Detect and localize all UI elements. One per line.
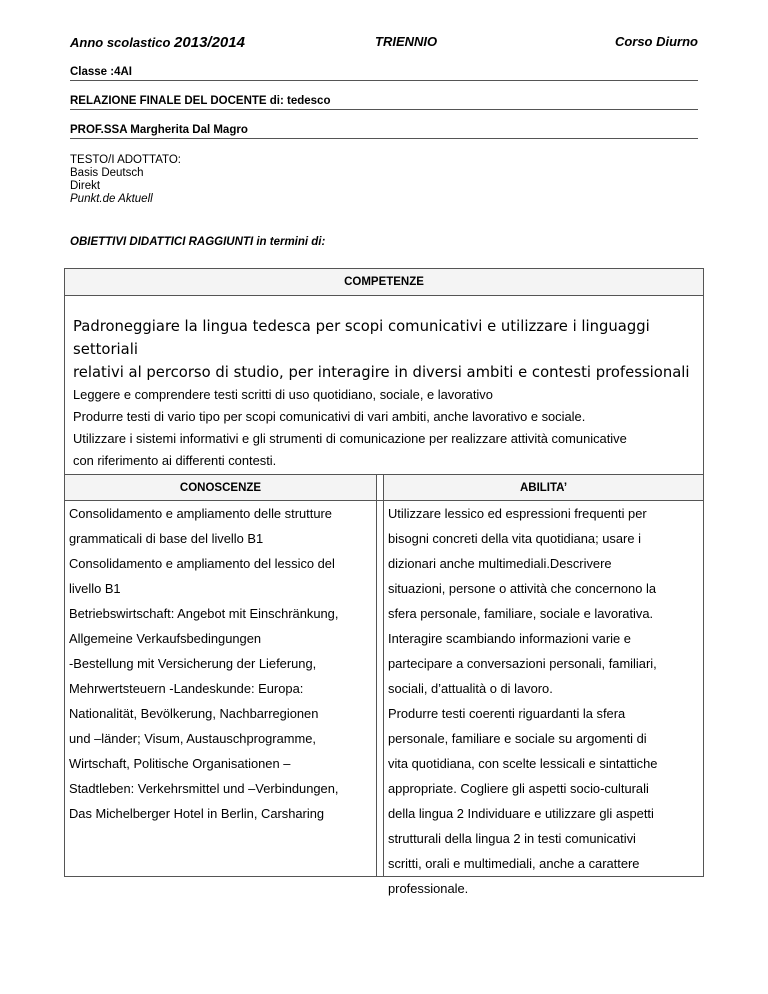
abilita-line: della lingua 2 Individuare e utilizzare gli aspetti xyxy=(388,806,654,821)
page-header xyxy=(70,34,698,54)
abilita-line: strutturali della lingua 2 in testi comunicativi xyxy=(388,831,636,846)
conoscenze-header: CONOSCENZE xyxy=(65,475,377,501)
conoscenze-line: Nationalität, Bevölkerung, Nachbarregionen xyxy=(69,706,319,721)
textbooks-section xyxy=(70,154,181,206)
abilita-header: ABILITA’ xyxy=(383,475,703,501)
conoscenze-line: Mehrwertsteuern -Landeskunde: Europa: xyxy=(69,681,304,696)
objectives-table xyxy=(64,268,704,896)
objectives-heading: OBIETTIVI DIDATTICI RAGGIUNTI in termini di: xyxy=(70,236,326,248)
teacher-name: PROF.SSA Margherita Dal Magro xyxy=(70,124,698,139)
abilita-column xyxy=(383,501,703,896)
conoscenze-line: Stadtleben: Verkehrsmittel und –Verbindungen, xyxy=(69,781,339,796)
abilita-line: vita quotidiana, con scelte lessicali e sintattiche xyxy=(388,756,658,771)
textbook-item: Punkt.de Aktuell xyxy=(70,193,153,205)
conoscenze-line: Consolidamento e ampliamento del lessico del xyxy=(69,556,335,571)
abilita-line: dizionari anche multimediali.Descrivere xyxy=(388,556,612,571)
abilita-line: partecipare a conversazioni personali, familiari, xyxy=(388,656,657,671)
conoscenze-line: Allgemeine Verkaufsbedingungen xyxy=(69,631,262,646)
conoscenze-line: Das Michelberger Hotel in Berlin, Carsharing xyxy=(69,806,325,821)
competenze-header: COMPETENZE xyxy=(65,269,703,296)
conoscenze-line: livello B1 xyxy=(69,581,121,596)
abilita-line: scritti, orali e multimediali, anche a carattere xyxy=(388,856,640,871)
competenze-line: Utilizzare i sistemi informativi e gli strumenti di comunicazione per realizzare attività comunicative xyxy=(73,431,627,446)
school-year-value: 2013/2014 xyxy=(174,34,245,51)
abilita-line: appropriate. Cogliere gli aspetti socio-culturali xyxy=(388,781,649,796)
competenze-main-line: Padroneggiare la lingua tedesca per scopi comunicativi e utilizzare i linguaggi settoriali xyxy=(73,318,650,358)
conoscenze-line: grammaticali di base del livello B1 xyxy=(69,531,264,546)
abilita-line: personale, familiare e sociale su argomenti di xyxy=(388,731,647,746)
triennio-label: TRIENNIO xyxy=(375,34,438,49)
textbook-item: Basis Deutsch xyxy=(70,167,144,179)
conoscenze-line: Wirtschaft, Politische Organisationen – xyxy=(69,756,291,771)
conoscenze-line: und –länder; Visum, Austauschprogramme, xyxy=(69,731,316,746)
conoscenze-column xyxy=(65,501,377,876)
competenze-line: con riferimento ai differenti contesti. xyxy=(73,453,277,468)
competenze-main-line: relativi al percorso di studio, per interagire in diversi ambiti e contesti professionali xyxy=(73,364,690,381)
abilita-line: bisogni concreti della vita quotidiana; usare i xyxy=(388,531,641,546)
textbook-item: Direkt xyxy=(70,180,101,192)
abilita-line: situazioni, persone o attività che concernono la xyxy=(388,581,657,596)
abilita-line: Utilizzare lessico ed espressioni frequenti per xyxy=(388,506,647,521)
school-year-label: Anno scolastico xyxy=(70,35,171,50)
conoscenze-line: -Bestellung mit Versicherung der Lieferung, xyxy=(69,656,317,671)
abilita-line: sfera personale, familiare, sociale e lavorativa. xyxy=(388,606,654,621)
competenze-body xyxy=(65,295,703,475)
abilita-line: Interagire scambiando informazioni varie e xyxy=(388,631,631,646)
competenze-line: Leggere e comprendere testi scritti di uso quotidiano, sociale, e lavorativo xyxy=(73,387,493,402)
abilita-line: professionale. xyxy=(388,881,469,896)
class-field: Classe :4AI xyxy=(70,66,698,81)
conoscenze-line: Betriebswirtschaft: Angebot mit Einschränkung, xyxy=(69,606,339,621)
school-year xyxy=(70,34,245,51)
textbooks-label: TESTO/I ADOTTATO: xyxy=(70,154,181,166)
conoscenze-line: Consolidamento e ampliamento delle strutture xyxy=(69,506,332,521)
report-title: RELAZIONE FINALE DEL DOCENTE di: tedesco xyxy=(70,95,698,110)
abilita-line: Produrre testi coerenti riguardanti la sfera xyxy=(388,706,626,721)
abilita-line: sociali, d’attualità o di lavoro. xyxy=(388,681,553,696)
competenze-line: Produrre testi di vario tipo per scopi comunicativi di vari ambiti, anche lavorativo e sociale. xyxy=(73,409,586,424)
course-label: Corso Diurno xyxy=(614,34,698,49)
